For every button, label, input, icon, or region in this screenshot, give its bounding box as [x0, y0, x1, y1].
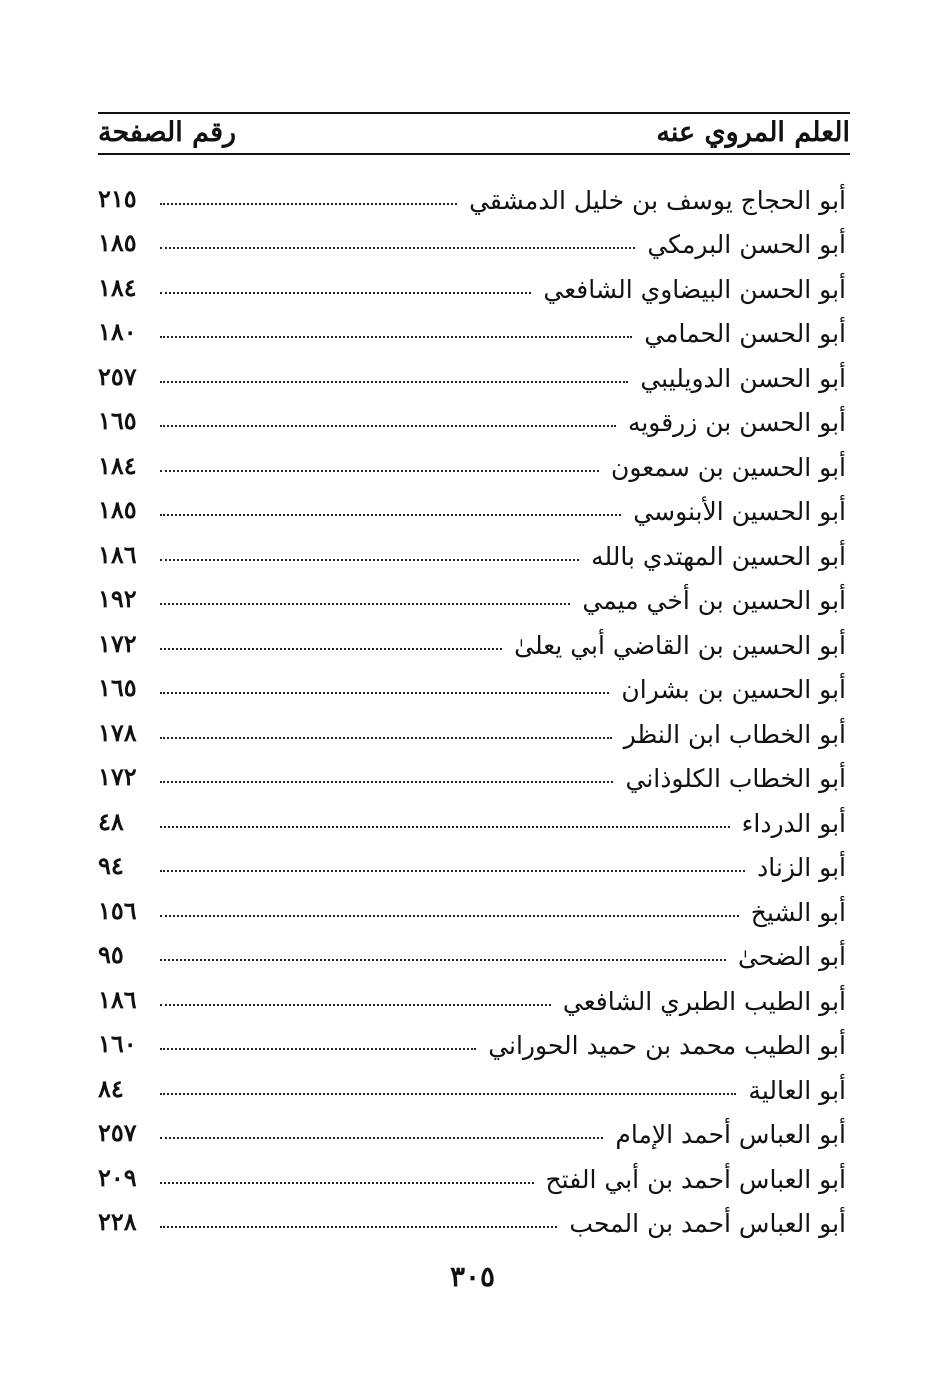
dot-leader	[160, 292, 531, 294]
list-item	[98, 840, 846, 885]
entry-name: أبو الحسين المهتدي بالله	[591, 541, 846, 571]
entry-name: أبو الحسن الدويليبي	[640, 363, 846, 393]
entry-page: ١٨٥	[98, 495, 137, 524]
list-item	[98, 573, 846, 618]
dot-leader	[160, 648, 502, 650]
list-item	[98, 395, 846, 440]
entry-page: ١٦٥	[98, 673, 137, 702]
list-item	[98, 1062, 846, 1107]
list-item	[98, 1196, 846, 1241]
list-item	[98, 751, 846, 796]
dot-leader	[160, 336, 632, 338]
entry-name: أبو الحسن الحمامي	[644, 319, 846, 348]
list-item	[98, 929, 846, 974]
entry-page: ١٧٢	[98, 762, 137, 791]
entry-page: ٩٥	[98, 940, 124, 969]
list-item	[98, 662, 846, 707]
dot-leader	[160, 692, 609, 694]
entry-page: ١٨٦	[98, 539, 137, 569]
entry-page: ١٨٥	[98, 228, 137, 257]
entry-name: أبو الطيب محمد بن حميد الحوراني	[488, 1031, 846, 1060]
dot-leader	[160, 1226, 557, 1228]
header-rule	[98, 153, 850, 155]
list-item	[98, 172, 846, 217]
entry-name: أبو العباس أحمد بن أبي الفتح	[545, 1164, 846, 1194]
entry-name: أبو الحسين بن سمعون	[611, 452, 846, 482]
list-item	[98, 617, 846, 662]
page-number: ٣٠٥	[449, 1260, 496, 1293]
list-item	[98, 795, 846, 840]
list-item	[98, 706, 846, 751]
entry-name: أبو الحسن البرمكي	[647, 230, 846, 259]
dot-leader	[160, 381, 628, 383]
entry-name: أبو الضحىٰ	[738, 942, 846, 971]
entry-page: ١٩٢	[98, 584, 137, 613]
list-item	[98, 1151, 846, 1196]
page-column-header: رقم الصفحة	[98, 116, 237, 148]
dot-leader	[160, 915, 739, 917]
list-item	[98, 884, 846, 929]
dot-leader	[160, 559, 579, 561]
entry-name: أبو الخطاب الكلوذاني	[625, 764, 846, 793]
dot-leader	[160, 247, 635, 249]
entry-name: أبو الحسن البيضاوي الشافعي	[543, 274, 846, 304]
entry-page: ٨٤	[98, 1073, 124, 1103]
entry-page: ١٦٥	[98, 406, 137, 435]
list-item	[98, 350, 846, 395]
entry-name: أبو العباس أحمد بن المحب	[569, 1209, 846, 1238]
entry-name: أبو الشيخ	[750, 897, 846, 927]
entry-name: أبو الحسين بن بشران	[621, 675, 846, 704]
entry-page: ٤٨	[98, 806, 124, 836]
entry-name: أبو الحسين الأبنوسي	[633, 497, 846, 526]
dot-leader	[160, 1182, 534, 1184]
entry-name: أبو الحسين بن أخي ميمي	[582, 586, 846, 615]
entry-name: أبو الزناد	[757, 853, 846, 882]
entry-page: ١٨٤	[98, 450, 137, 480]
list-item	[98, 1107, 846, 1152]
entry-name: أبو العالية	[748, 1075, 846, 1105]
entry-page: ٩٤	[98, 851, 124, 880]
table-header	[98, 112, 850, 152]
list-item	[98, 484, 846, 529]
dot-leader	[160, 959, 726, 961]
dot-leader	[160, 826, 730, 828]
entry-page: ٢٥٧	[98, 361, 137, 391]
entry-name: أبو الخطاب ابن النظر	[623, 719, 846, 749]
list-item	[98, 306, 846, 351]
entry-page: ١٨٦	[98, 984, 137, 1014]
name-column-header: العلم المروي عنه	[656, 116, 850, 148]
dot-leader	[160, 514, 621, 516]
dot-leader	[160, 1093, 736, 1095]
list-item	[98, 973, 846, 1018]
dot-leader	[160, 1048, 476, 1050]
dot-leader	[160, 425, 616, 427]
list-item	[98, 217, 846, 262]
dot-leader	[160, 603, 570, 605]
entry-page: ١٧٨	[98, 717, 137, 747]
entry-name: أبو العباس أحمد الإمام	[615, 1120, 846, 1149]
index-list	[98, 172, 846, 1240]
entry-page: ٢٠٩	[98, 1162, 137, 1192]
entry-page: ١٨٠	[98, 317, 137, 346]
list-item	[98, 528, 846, 573]
entry-page: ٢١٥	[98, 183, 137, 213]
dot-leader	[160, 1004, 551, 1006]
entry-page: ١٦٠	[98, 1029, 137, 1058]
list-item	[98, 439, 846, 484]
entry-page: ١٧٢	[98, 628, 137, 658]
entry-name: أبو الحسن بن زرقويه	[627, 408, 846, 437]
entry-page: ١٥٦	[98, 895, 137, 925]
entry-name: أبو الدرداء	[741, 808, 846, 838]
dot-leader	[160, 870, 745, 872]
entry-name: أبو الطيب الطبري الشافعي	[562, 986, 846, 1016]
dot-leader	[160, 737, 612, 739]
dot-leader	[160, 1137, 603, 1139]
dot-leader	[160, 203, 457, 205]
entry-page: ٢٢٨	[98, 1207, 137, 1236]
dot-leader	[160, 470, 599, 472]
dot-leader	[160, 781, 613, 783]
entry-page: ١٨٤	[98, 272, 137, 302]
entry-page: ٢٥٧	[98, 1118, 137, 1147]
list-item	[98, 261, 846, 306]
entry-name: أبو الحجاج يوسف بن خليل الدمشقي	[469, 185, 846, 215]
entry-name: أبو الحسين بن القاضي أبي يعلىٰ	[514, 630, 846, 660]
list-item	[98, 1018, 846, 1063]
